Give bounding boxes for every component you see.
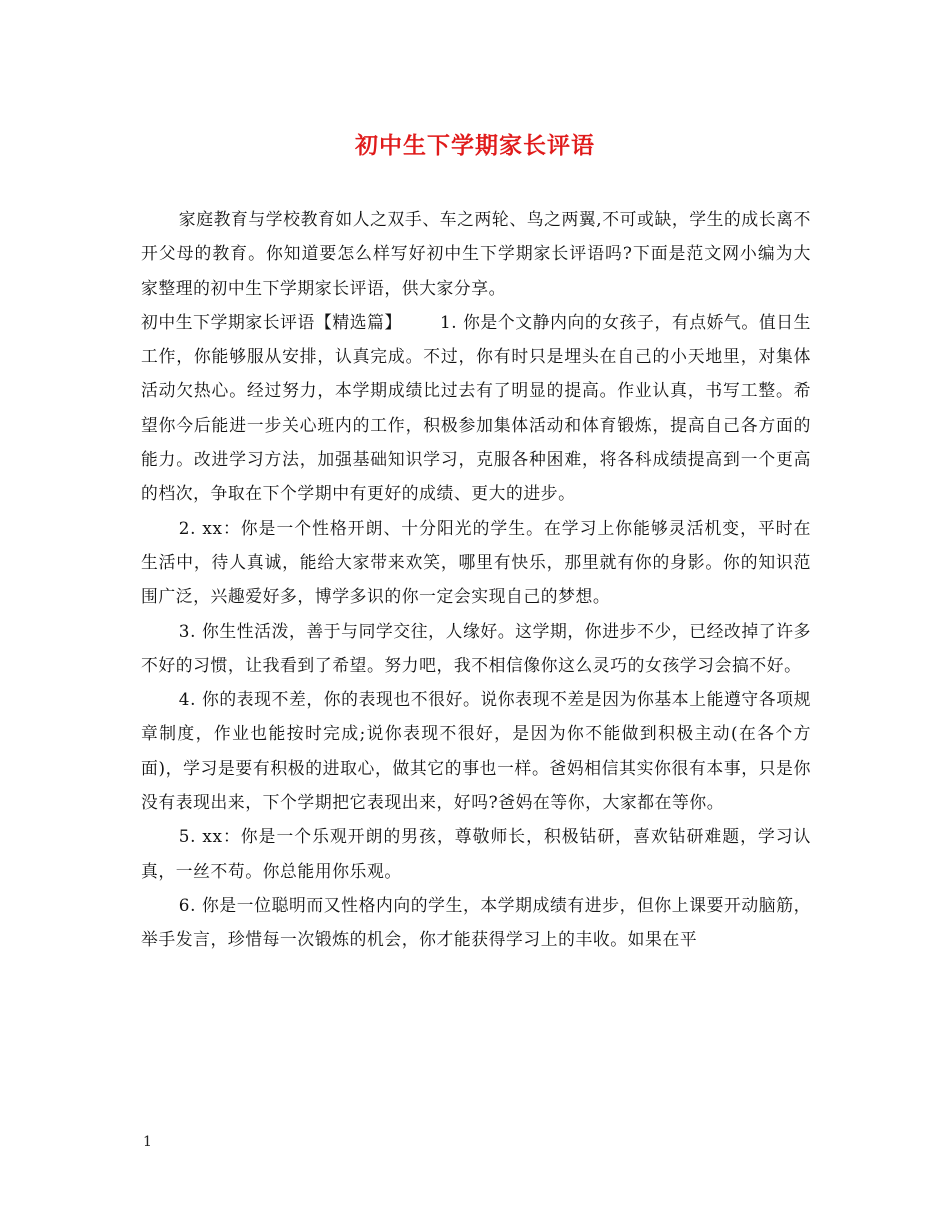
page-number: 1 xyxy=(143,1134,152,1150)
intro-paragraph: 家庭教育与学校教育如人之双手、车之两轮、鸟之两翼,不可或缺，学生的成长离不开父母的教育。你知道要怎么样写好初中生下学期家长评语吗?下面是范文网小编为大家整理的初中生下学期家长评语，供大家分享。 xyxy=(141,209,811,298)
comment-item-2: 2. xx：你是一个性格开朗、十分阳光的学生。在学习上你能够灵活机变，平时在生活中，待人真诚，能给大家带来欢笑，哪里有快乐，那里就有你的身影。你的知识范围广泛，兴趣爱好多，博学多识的你一定会实现自己的梦想。 xyxy=(141,517,811,607)
document-body xyxy=(141,202,811,957)
comment-item-4: 4. 你的表现不差，你的表现也不很好。说你表现不差是因为你基本上能遵守各项规章制度，作业也能按时完成;说你表现不很好，是因为你不能做到积极主动(在各个方面)，学习是要有积极的进取心，做其它的事也一样。爸妈相信其实你很有本事，只是你没有表现出来，下个学期把它表现出来，好吗?爸妈在等你，大家都在等你。 xyxy=(141,689,811,813)
comment-item-5: 5. xx：你是一个乐观开朗的男孩，尊敬师长，积极钻研，喜欢钻研难题，学习认真，一丝不苟。你总能用你乐观。 xyxy=(141,826,811,881)
comment-item-3: 3. 你生性活泼，善于与同学交往，人缘好。这学期，你进步不少，已经改掉了许多不好的习惯，让我看到了希望。努力吧，我不相信像你这么灵巧的女孩学习会搞不好。 xyxy=(141,620,811,675)
section-heading: 初中生下学期家长评语【精选篇】 xyxy=(141,311,402,332)
comment-item-1: 1. 你是个文静内向的女孩子，有点娇气。值日生工作，你能够服从安排，认真完成。不过，你有时只是埋头在自己的小天地里，对集体活动欠热心。经过努力，本学期成绩比过去有了明显的提高。作业认真，书写工整。希望你今后能进一步关心班内的工作，积极参加集体活动和体育锻炼，提高自己各方面的能力。改进学习方法，加强基础知识学习，克服各种困难，将各科成绩提高到一个更高的档次，争取在下个学期中有更好的成绩、更大的进步。 xyxy=(141,311,811,504)
section-paragraph xyxy=(141,305,811,511)
document-title: 初中生下学期家长评语 xyxy=(355,132,595,159)
comment-item-6: 6. 你是一位聪明而又性格内向的学生，本学期成绩有进步，但你上课要开动脑筋，举手发言，珍惜每一次锻炼的机会，你才能获得学习上的丰收。如果在平 xyxy=(141,894,811,950)
